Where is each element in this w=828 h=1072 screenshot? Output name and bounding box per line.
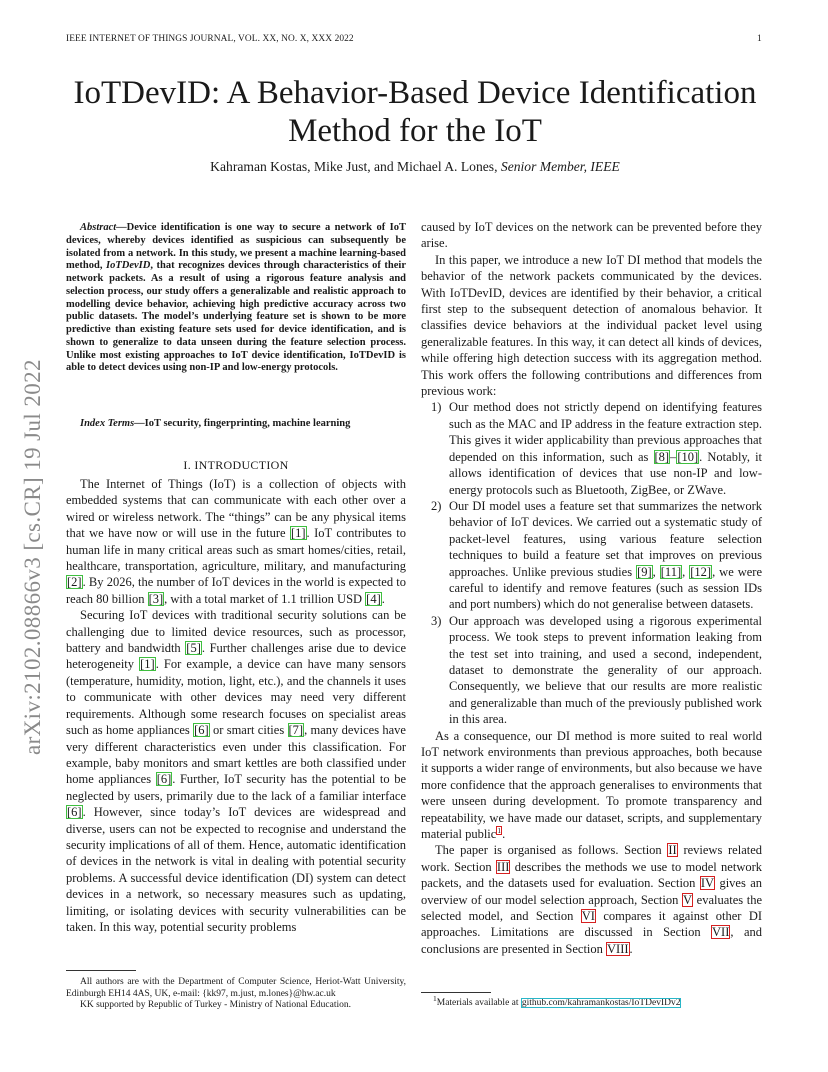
section-numeral: I. bbox=[183, 458, 192, 472]
citation-link[interactable]: [10] bbox=[677, 449, 699, 464]
author-affiliation-footnote bbox=[66, 977, 406, 1012]
section-link[interactable]: VIII bbox=[607, 941, 629, 956]
page-number: 1 bbox=[757, 34, 762, 44]
title-line-1: IoTDevID: A Behavior-Based Device Identification bbox=[73, 75, 757, 111]
abstract-method-name: IoTDevID bbox=[106, 260, 151, 272]
citation-link[interactable]: [1] bbox=[140, 657, 155, 672]
citation-link[interactable]: [2] bbox=[67, 575, 82, 590]
running-head: IEEE INTERNET OF THINGS JOURNAL, VOL. XX, NO. X, XXX 2022 bbox=[66, 34, 354, 44]
citation-link[interactable]: [4] bbox=[366, 591, 381, 606]
footnote-divider bbox=[421, 992, 491, 993]
funding-text: KK supported by Republic of Turkey - Ministry of National Education. bbox=[80, 1000, 351, 1011]
left-column-body bbox=[66, 476, 406, 935]
abstract bbox=[66, 222, 406, 375]
footnote-marker-link[interactable]: 1 bbox=[497, 825, 502, 835]
section-link[interactable]: VII bbox=[712, 925, 730, 940]
intro-paragraph-3: In this paper, we introduce a new IoT DI method that models the behavior of the network packets communicated by the devices. With IoTDevID, devices are identified by their behavior, a critical first step to the subsequent detection of anomalous behavior. It classifies device behaviors at the individual packet level using generalizable features. In this way, it can detect all kinds of devices, while offering high detection success with its aggregation method. This work offers the following contributions and differences from previous work: bbox=[421, 252, 762, 399]
author-membership: Senior Member, IEEE bbox=[500, 159, 620, 174]
citation-link[interactable]: [3] bbox=[148, 591, 164, 606]
abstract-text-2: , that recognizes devices through characteristics of their network packets. As a result of using a rigorous feature analysis and selection process, our study offers a generalizable and realistic approach to modelling device behavior, achieving high predictive accuracy across two public datasets. The model’s underlying feature set is shown to be more predictive than existing feature sets used for device identification, and is shown to generalize to data unseen during the feature selection process. Unlike most existing approaches to IoT device identification, IoTDevID is able to detect devices using non-IP and low-energy protocols. bbox=[66, 260, 406, 374]
paper-title bbox=[40, 74, 790, 150]
citation-link[interactable]: [1] bbox=[290, 526, 306, 541]
citation-link[interactable]: [6] bbox=[67, 805, 82, 820]
right-column-body bbox=[421, 219, 762, 957]
arxiv-stamp: arXiv:2102.08866v3 [cs.CR] 19 Jul 2022 bbox=[20, 359, 45, 755]
list-item-number: 2) bbox=[431, 498, 442, 513]
title-line-2: Method for the IoT bbox=[288, 113, 542, 149]
list-item: 2) Our DI model uses a feature set that summarizes the network behavior of IoT devices. We carried out a systematic study of packet-level features, using various feature selection techniques to build a feature set that improves on previous approaches. Unlike previous studies [9], [11], [12], we were careful to identify and remove features (such as session IDs and port numbers) which do not generalise between datasets. bbox=[431, 498, 763, 612]
index-terms-text: —IoT security, fingerprinting, machine learning bbox=[134, 418, 351, 429]
intro-paragraph-2: Securing IoT devices with traditional security solutions can be challenging due to limited device resources, such as processor, battery and bandwidth [5]. Further challenges arise due to device heterogeneity [1]. For example, a device can have many sensors (temperature, humidity, motion, light, etc.), and the channels it uses to communicate with other devices may need very different requirements. Although some research focuses on specialist areas such as home appliances [6] or smart cities [7], many devices have very different characteristics even under this classification. For example, baby monitors and smart kettles are both classified under home appliances [6]. Further, IoT security has the potential to be neglected by users, primarily due to the lack of a familiar interface [6]. However, since today’s IoT devices are widespread and diverse, users can not be expected to recognise and understand the security implications of all of them. Hence, automatic identification of devices in the network is vital in dealing with potential security problems. A successful device identification (DI) system can detect devices in a network, so necessary measures such as updating, limiting, or isolating devices with security vulnerabilities can be taken. In this way, potential security problems bbox=[66, 608, 407, 934]
contributions-list bbox=[421, 399, 762, 727]
author-list bbox=[40, 159, 790, 175]
section-link[interactable]: III bbox=[496, 859, 510, 874]
list-item: 3) Our approach was developed using a rigorous experimental process. We took steps to prevent information leaking from the test set into training, and used a second, independent, dataset to demonstrate the generality of our approach. Consequently, we believe that our results are more realistic and generalizable than much of the previously published work in this area. bbox=[431, 613, 762, 727]
footnote-number: 1 bbox=[433, 993, 437, 1003]
citation-link[interactable]: [6] bbox=[194, 723, 209, 738]
section-link[interactable]: II bbox=[668, 843, 677, 858]
author-names: Kahraman Kostas, Mike Just, and Michael A. Lones, bbox=[210, 159, 498, 174]
intro-paragraph-4: As a consequence, our DI method is more suited to real world IoT network environments than previous approaches, both because it supports a wider range of environments, but also because we have more confidence that the approach generalises to environments that were unseen during development. To promote transparency and repeatability, we have made our dataset, scripts, and supplementary material public$^1$. bbox=[421, 728, 762, 842]
section-link[interactable]: IV bbox=[700, 876, 715, 891]
affiliation-text: All authors are with the Department of Computer Science, Heriot-Watt University, Edinburgh EH14 4AS, UK, e-mail: {kk97, m.just, m.lones}@hw.ac.uk bbox=[66, 977, 406, 999]
index-terms-label: Index Terms bbox=[80, 418, 135, 429]
abstract-dash: — bbox=[116, 222, 127, 233]
materials-footnote bbox=[421, 993, 762, 1010]
section-link[interactable]: VI bbox=[581, 909, 595, 924]
citation-link[interactable]: [12] bbox=[690, 564, 712, 579]
intro-paragraph-5: The paper is organised as follows. Section II reviews related work. Section III describes the methods we use to model network packets, and the datasets used for evaluation. Section IV gives an overview of our model selection approach, Section V evaluates the selected model, and Section VI compares it against other DI approaches. Limitations are discussed in Section VII, and conclusions are presented in Section VIII. bbox=[421, 843, 763, 956]
citation-link[interactable]: [9] bbox=[637, 564, 652, 579]
abstract-label: Abstract bbox=[80, 222, 117, 233]
section-heading-introduction bbox=[66, 458, 406, 473]
list-item: 1) Our method does not strictly depend on identifying features such as the MAC and IP address in the feature extraction step. This gives it wider applicability than previous approaches that depended on this information, such as [8]–[10]. Notably, it allows identification of devices that use non-IP and low-energy protocols such as Bluetooth, ZigBee, or ZWave. bbox=[431, 400, 763, 497]
citation-link[interactable]: [5] bbox=[186, 641, 201, 656]
list-item-number: 1) bbox=[431, 400, 442, 415]
github-url-link[interactable]: github.com/kahramankostas/IoTDevIDv2 bbox=[521, 998, 681, 1008]
abstract-text-1: Device identification is one way to secure a network of IoT devices, whereby devices identified as suspicious can subsequently be isolated from a network. In this study, we present a machine learning-based method, bbox=[66, 222, 406, 272]
citation-link[interactable]: [6] bbox=[156, 772, 172, 787]
footnote-divider bbox=[66, 970, 136, 971]
footnote-text: Materials available at bbox=[436, 998, 519, 1008]
section-link[interactable]: V bbox=[682, 892, 693, 907]
intro-paragraph-1: The Internet of Things (IoT) is a collection of objects with embedded systems that can communicate with each other over a wired or wireless network. The “things” can be any physical items that we have now or will use in the future [1]. IoT contributes to human life in many critical areas such as smart homes/cities, retail, healthcare, transportation, agriculture, military, and manufacturing [2]. By 2026, the number of IoT devices in the world is expected to reach 80 billion [3], with a total market of 1.1 trillion USD [4]. bbox=[66, 477, 407, 606]
citation-link[interactable]: [8] bbox=[654, 449, 670, 464]
continued-paragraph: caused by IoT devices on the network can be prevented before they arise. bbox=[421, 220, 762, 251]
citation-link[interactable]: [11] bbox=[660, 564, 682, 579]
citation-link[interactable]: [7] bbox=[288, 723, 304, 738]
section-title-rest: NTRODUCTION bbox=[198, 458, 289, 472]
section-first-letter: I bbox=[194, 458, 199, 472]
index-terms bbox=[66, 418, 406, 431]
list-item-number: 3) bbox=[431, 613, 442, 628]
